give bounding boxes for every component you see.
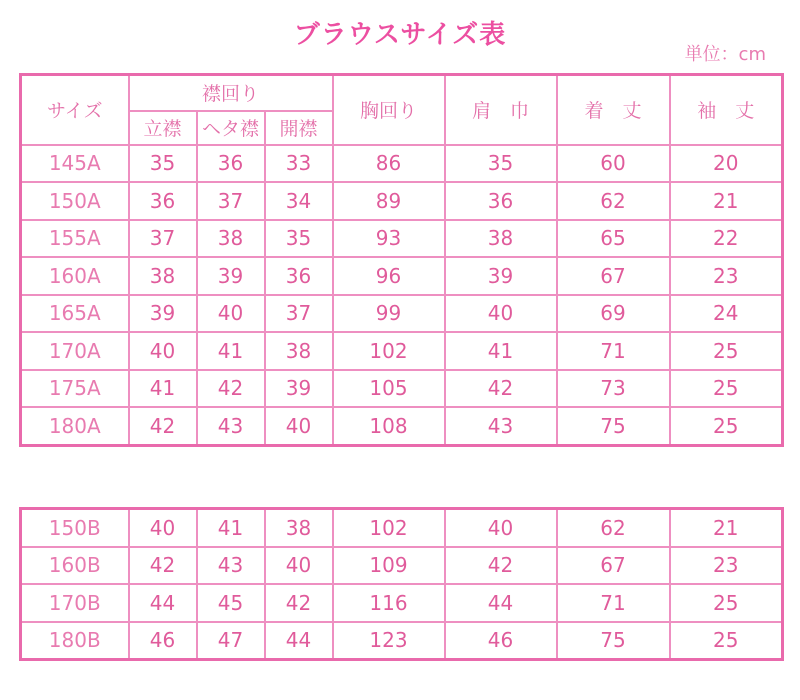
header-chest: 胸回り	[333, 75, 445, 145]
value-cell: 38	[445, 220, 557, 258]
value-cell: 35	[129, 145, 197, 183]
value-cell: 37	[197, 182, 265, 220]
value-cell: 40	[129, 509, 197, 547]
value-cell: 75	[557, 622, 670, 660]
table-row	[21, 509, 783, 547]
value-cell: 25	[670, 332, 783, 370]
value-cell: 40	[445, 295, 557, 333]
value-cell: 108	[333, 407, 445, 445]
value-cell: 67	[557, 257, 670, 295]
value-cell: 69	[557, 295, 670, 333]
value-cell: 35	[445, 145, 557, 183]
value-cell: 36	[129, 182, 197, 220]
value-cell: 42	[129, 407, 197, 445]
value-cell: 62	[557, 509, 670, 547]
value-cell: 39	[445, 257, 557, 295]
value-cell: 73	[557, 370, 670, 408]
value-cell: 42	[197, 370, 265, 408]
value-cell: 89	[333, 182, 445, 220]
value-cell: 123	[333, 622, 445, 660]
value-cell: 39	[197, 257, 265, 295]
value-cell: 43	[445, 407, 557, 445]
value-cell: 21	[670, 509, 783, 547]
table-row	[21, 257, 783, 295]
value-cell: 35	[265, 220, 333, 258]
size-cell: 170B	[21, 584, 129, 622]
value-cell: 23	[670, 257, 783, 295]
size-cell: 160B	[21, 547, 129, 585]
value-cell: 86	[333, 145, 445, 183]
value-cell: 38	[265, 332, 333, 370]
value-cell: 39	[129, 295, 197, 333]
size-cell: 150B	[21, 509, 129, 547]
value-cell: 36	[197, 145, 265, 183]
page-title: ブラウスサイズ表	[293, 20, 507, 50]
size-cell: 165A	[21, 295, 129, 333]
value-cell: 62	[557, 182, 670, 220]
table-row	[21, 547, 783, 585]
value-cell: 47	[197, 622, 265, 660]
table-row	[21, 370, 783, 408]
value-cell: 71	[557, 584, 670, 622]
value-cell: 109	[333, 547, 445, 585]
value-cell: 36	[445, 182, 557, 220]
value-cell: 25	[670, 370, 783, 408]
value-cell: 46	[445, 622, 557, 660]
value-cell: 93	[333, 220, 445, 258]
value-cell: 41	[445, 332, 557, 370]
value-cell: 96	[333, 257, 445, 295]
table-row	[21, 332, 783, 370]
table-row	[21, 295, 783, 333]
size-table-b	[19, 507, 784, 661]
value-cell: 41	[197, 332, 265, 370]
value-cell: 102	[333, 509, 445, 547]
size-cell: 180A	[21, 407, 129, 445]
table-row	[21, 622, 783, 660]
value-cell: 20	[670, 145, 783, 183]
value-cell: 34	[265, 182, 333, 220]
value-cell: 40	[197, 295, 265, 333]
value-cell: 40	[265, 547, 333, 585]
value-cell: 65	[557, 220, 670, 258]
header-sleeve: 袖 丈	[670, 75, 783, 145]
value-cell: 42	[445, 370, 557, 408]
value-cell: 24	[670, 295, 783, 333]
size-cell: 145A	[21, 145, 129, 183]
value-cell: 37	[129, 220, 197, 258]
header-shoulder: 肩 巾	[445, 75, 557, 145]
unit-label: 単位：cm	[684, 44, 766, 65]
value-cell: 40	[445, 509, 557, 547]
value-cell: 42	[129, 547, 197, 585]
header-collar-flat: ヘタ襟	[197, 111, 265, 145]
value-cell: 25	[670, 584, 783, 622]
table-row	[21, 220, 783, 258]
value-cell: 43	[197, 407, 265, 445]
value-cell: 33	[265, 145, 333, 183]
value-cell: 71	[557, 332, 670, 370]
table-row	[21, 182, 783, 220]
value-cell: 42	[265, 584, 333, 622]
value-cell: 99	[333, 295, 445, 333]
header-size: サイズ	[21, 75, 129, 145]
value-cell: 40	[265, 407, 333, 445]
value-cell: 60	[557, 145, 670, 183]
value-cell: 44	[129, 584, 197, 622]
value-cell: 38	[265, 509, 333, 547]
header-collar: 襟回り	[129, 75, 333, 111]
table-row	[21, 145, 783, 183]
value-cell: 44	[265, 622, 333, 660]
size-cell: 180B	[21, 622, 129, 660]
table-row	[21, 584, 783, 622]
size-cell: 150A	[21, 182, 129, 220]
value-cell: 42	[445, 547, 557, 585]
value-cell: 38	[129, 257, 197, 295]
value-cell: 105	[333, 370, 445, 408]
size-cell: 170A	[21, 332, 129, 370]
value-cell: 67	[557, 547, 670, 585]
value-cell: 36	[265, 257, 333, 295]
value-cell: 43	[197, 547, 265, 585]
value-cell: 25	[670, 407, 783, 445]
size-table-a	[19, 73, 784, 447]
value-cell: 37	[265, 295, 333, 333]
header-collar-open: 開襟	[265, 111, 333, 145]
header-length: 着 丈	[557, 75, 670, 145]
size-cell: 155A	[21, 220, 129, 258]
value-cell: 21	[670, 182, 783, 220]
value-cell: 25	[670, 622, 783, 660]
size-cell: 160A	[21, 257, 129, 295]
value-cell: 46	[129, 622, 197, 660]
value-cell: 116	[333, 584, 445, 622]
value-cell: 41	[197, 509, 265, 547]
value-cell: 41	[129, 370, 197, 408]
value-cell: 45	[197, 584, 265, 622]
value-cell: 23	[670, 547, 783, 585]
value-cell: 44	[445, 584, 557, 622]
table-b-body	[21, 509, 783, 660]
value-cell: 40	[129, 332, 197, 370]
value-cell: 39	[265, 370, 333, 408]
table-row	[21, 407, 783, 445]
table-a-body	[21, 145, 783, 446]
header-collar-standing: 立襟	[129, 111, 197, 145]
value-cell: 102	[333, 332, 445, 370]
size-cell: 175A	[21, 370, 129, 408]
value-cell: 22	[670, 220, 783, 258]
value-cell: 38	[197, 220, 265, 258]
value-cell: 75	[557, 407, 670, 445]
